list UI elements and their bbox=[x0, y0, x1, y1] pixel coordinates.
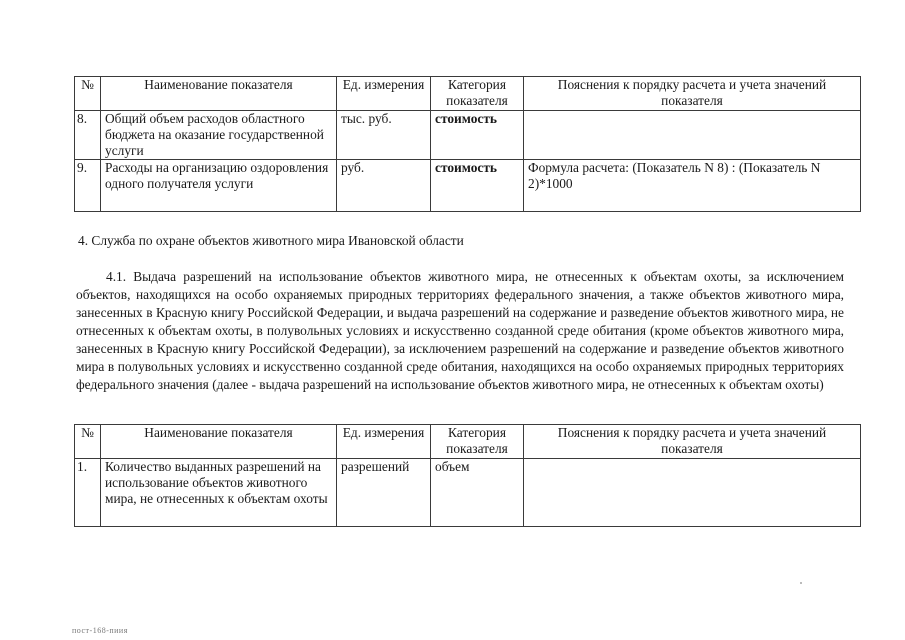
table-header-row bbox=[75, 425, 861, 459]
table-header-row bbox=[75, 77, 861, 111]
indicators-table-continued bbox=[74, 76, 861, 212]
row-category: стоимость bbox=[431, 160, 524, 212]
row-number: 8. bbox=[75, 111, 101, 160]
footer-file-mark: пост-168-пиия bbox=[72, 626, 128, 635]
section-title: 4. Служба по охране объектов животного мира Ивановской области bbox=[78, 233, 464, 248]
header-explanation: Пояснения к порядку расчета и учета значений показателя bbox=[524, 77, 861, 111]
indicators-table bbox=[74, 424, 861, 527]
header-unit: Ед. измерения bbox=[337, 77, 431, 111]
row-unit: руб. bbox=[337, 160, 431, 212]
row-number: 1. bbox=[75, 459, 101, 527]
header-number: № bbox=[75, 77, 101, 111]
scan-speck bbox=[800, 582, 802, 584]
row-explanation: Формула расчета: (Показатель N 8) : (Показатель N 2)*1000 bbox=[524, 160, 861, 212]
row-explanation bbox=[524, 459, 861, 527]
table-row bbox=[75, 111, 861, 160]
header-name: Наименование показателя bbox=[101, 77, 337, 111]
header-name: Наименование показателя bbox=[101, 425, 337, 459]
section-paragraph: 4.1. Выдача разрешений на использование объектов животного мира, не отнесенных к объектам охоты, за исключением объектов, находящихся на особо охраняемых природных территориях федерального значения, а также объектов животного мира, занесенных в Красную книгу Российской Федерации, и выдача разрешений на содержание и разведение объектов животного мира, не отнесенных к объектам охоты, в полувольных условиях и искусственно созданной среде обитания (кроме объектов животного мира, занесенных в Красную книгу Российской Федерации), за исключением разрешений на содержание и разведение объектов животного мира в полувольных условиях и искусственно созданной среде обитания, находящихся на особо охраняемых природных территориях федерального значения (далее - выдача разрешений на использование объектов животного мира, не отнесенных к объектам охоты) bbox=[76, 269, 844, 392]
row-explanation bbox=[524, 111, 861, 160]
header-unit: Ед. измерения bbox=[337, 425, 431, 459]
table-row bbox=[75, 160, 861, 212]
header-explanation: Пояснения к порядку расчета и учета значений показателя bbox=[524, 425, 861, 459]
row-name: Количество выданных разрешений на использование объектов животного мира, не отнесенных к объектам охоты bbox=[101, 459, 337, 527]
header-category: Категория показателя bbox=[431, 77, 524, 111]
header-category: Категория показателя bbox=[431, 425, 524, 459]
row-name: Общий объем расходов областного бюджета на оказание государственной услуги bbox=[101, 111, 337, 160]
row-name: Расходы на организацию оздоровления одного получателя услуги bbox=[101, 160, 337, 212]
row-unit: тыс. руб. bbox=[337, 111, 431, 160]
row-unit: разрешений bbox=[337, 459, 431, 527]
table-row bbox=[75, 459, 861, 527]
row-number: 9. bbox=[75, 160, 101, 212]
row-category: объем bbox=[431, 459, 524, 527]
row-category: стоимость bbox=[431, 111, 524, 160]
header-number: № bbox=[75, 425, 101, 459]
